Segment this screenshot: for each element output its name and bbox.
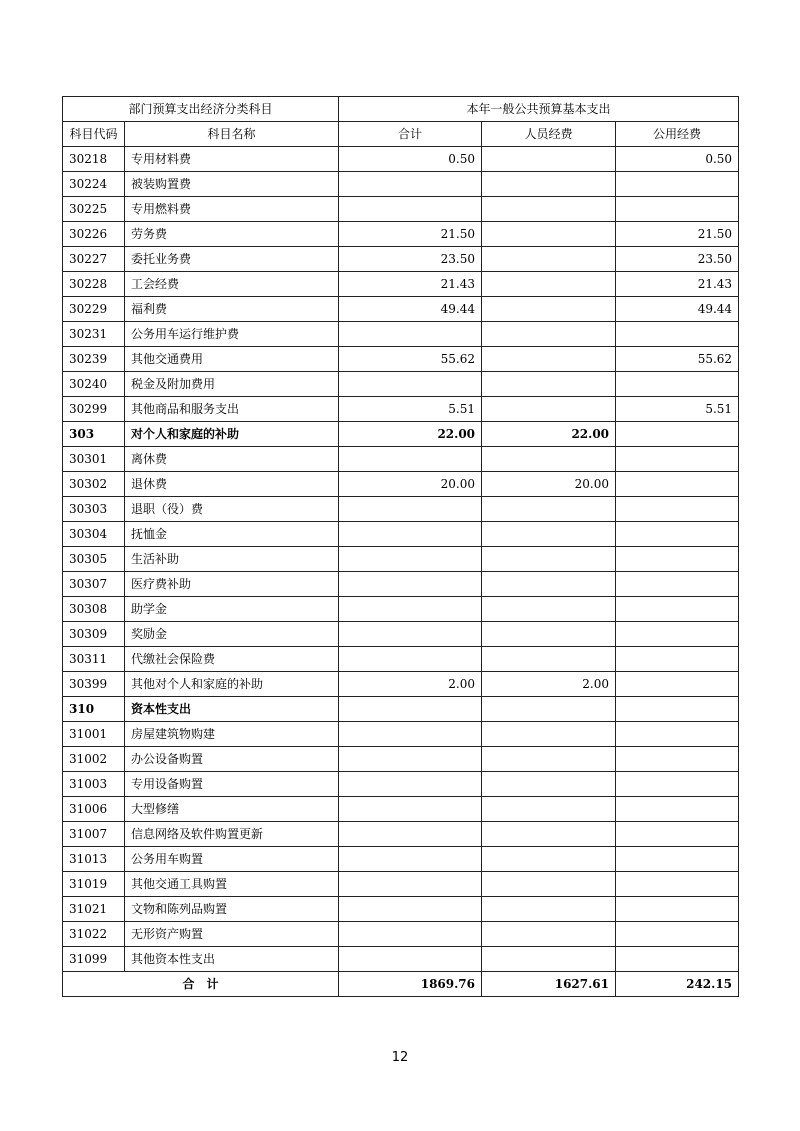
row-personnel-cell bbox=[482, 872, 616, 897]
col-total-header: 合计 bbox=[339, 122, 482, 147]
col-public-header: 公用经费 bbox=[616, 122, 739, 147]
row-code-cell: 310 bbox=[63, 697, 125, 722]
row-total-cell bbox=[339, 622, 482, 647]
row-public-cell bbox=[616, 497, 739, 522]
row-public-cell bbox=[616, 597, 739, 622]
row-total-cell bbox=[339, 897, 482, 922]
row-public-cell: 0.50 bbox=[616, 147, 739, 172]
row-public-cell bbox=[616, 722, 739, 747]
row-code-cell: 30309 bbox=[63, 622, 125, 647]
row-code-cell: 30303 bbox=[63, 497, 125, 522]
row-total-cell: 2.00 bbox=[339, 672, 482, 697]
row-personnel-cell bbox=[482, 147, 616, 172]
row-code-cell: 31022 bbox=[63, 922, 125, 947]
row-name-cell: 退职（役）费 bbox=[125, 497, 339, 522]
total-sum: 1869.76 bbox=[339, 972, 482, 997]
row-public-cell bbox=[616, 647, 739, 672]
column-header-row bbox=[63, 122, 739, 147]
row-name-cell: 委托业务费 bbox=[125, 247, 339, 272]
table-row bbox=[63, 497, 739, 522]
row-code-cell: 30302 bbox=[63, 472, 125, 497]
row-code-cell: 30239 bbox=[63, 347, 125, 372]
row-personnel-cell bbox=[482, 322, 616, 347]
page-number: 12 bbox=[391, 1050, 409, 1065]
row-name-cell: 其他交通工具购置 bbox=[125, 872, 339, 897]
table-row bbox=[63, 772, 739, 797]
row-public-cell bbox=[616, 197, 739, 222]
table-row bbox=[63, 397, 739, 422]
row-code-cell: 30228 bbox=[63, 272, 125, 297]
table-row bbox=[63, 622, 739, 647]
row-total-cell: 55.62 bbox=[339, 347, 482, 372]
row-personnel-cell bbox=[482, 922, 616, 947]
table-row bbox=[63, 697, 739, 722]
row-name-cell: 其他交通费用 bbox=[125, 347, 339, 372]
table-row bbox=[63, 322, 739, 347]
row-public-cell bbox=[616, 747, 739, 772]
row-personnel-cell bbox=[482, 297, 616, 322]
row-total-cell bbox=[339, 547, 482, 572]
row-public-cell bbox=[616, 897, 739, 922]
col-name-header: 科目名称 bbox=[125, 122, 339, 147]
table-row bbox=[63, 197, 739, 222]
row-code-cell: 30227 bbox=[63, 247, 125, 272]
row-total-cell bbox=[339, 847, 482, 872]
row-total-cell: 49.44 bbox=[339, 297, 482, 322]
table-row bbox=[63, 447, 739, 472]
total-label: 合 计 bbox=[63, 972, 339, 997]
row-public-cell: 5.51 bbox=[616, 397, 739, 422]
row-total-cell bbox=[339, 772, 482, 797]
row-code-cell: 30308 bbox=[63, 597, 125, 622]
col-code-header: 科目代码 bbox=[63, 122, 125, 147]
row-personnel-cell bbox=[482, 247, 616, 272]
row-personnel-cell bbox=[482, 697, 616, 722]
row-public-cell bbox=[616, 172, 739, 197]
row-personnel-cell bbox=[482, 797, 616, 822]
row-name-cell: 其他对个人和家庭的补助 bbox=[125, 672, 339, 697]
row-code-cell: 31099 bbox=[63, 947, 125, 972]
row-code-cell: 30240 bbox=[63, 372, 125, 397]
row-public-cell bbox=[616, 572, 739, 597]
row-personnel-cell bbox=[482, 547, 616, 572]
row-name-cell: 医疗费补助 bbox=[125, 572, 339, 597]
row-total-cell bbox=[339, 872, 482, 897]
row-name-cell: 房屋建筑物购建 bbox=[125, 722, 339, 747]
row-code-cell: 30304 bbox=[63, 522, 125, 547]
row-public-cell bbox=[616, 422, 739, 447]
row-code-cell: 303 bbox=[63, 422, 125, 447]
table-row bbox=[63, 822, 739, 847]
row-total-cell bbox=[339, 447, 482, 472]
row-name-cell: 公务用车购置 bbox=[125, 847, 339, 872]
row-personnel-cell bbox=[482, 522, 616, 547]
table-row bbox=[63, 872, 739, 897]
row-name-cell: 福利费 bbox=[125, 297, 339, 322]
table-row bbox=[63, 272, 739, 297]
row-code-cell: 31002 bbox=[63, 747, 125, 772]
row-name-cell: 被装购置费 bbox=[125, 172, 339, 197]
row-name-cell: 文物和陈列品购置 bbox=[125, 897, 339, 922]
row-total-cell: 21.43 bbox=[339, 272, 482, 297]
row-total-cell bbox=[339, 597, 482, 622]
group-left-header: 部门预算支出经济分类科目 bbox=[63, 97, 339, 122]
row-personnel-cell: 2.00 bbox=[482, 672, 616, 697]
row-name-cell: 专用燃料费 bbox=[125, 197, 339, 222]
col-personnel-header: 人员经费 bbox=[482, 122, 616, 147]
group-header-row bbox=[63, 97, 739, 122]
table-row bbox=[63, 947, 739, 972]
row-code-cell: 30218 bbox=[63, 147, 125, 172]
row-total-cell: 22.00 bbox=[339, 422, 482, 447]
row-code-cell: 30307 bbox=[63, 572, 125, 597]
row-personnel-cell bbox=[482, 497, 616, 522]
row-code-cell: 30226 bbox=[63, 222, 125, 247]
table-row bbox=[63, 797, 739, 822]
table-row bbox=[63, 547, 739, 572]
table-row bbox=[63, 222, 739, 247]
row-personnel-cell: 20.00 bbox=[482, 472, 616, 497]
table-row bbox=[63, 297, 739, 322]
row-public-cell bbox=[616, 872, 739, 897]
row-public-cell bbox=[616, 797, 739, 822]
row-public-cell bbox=[616, 947, 739, 972]
row-public-cell: 55.62 bbox=[616, 347, 739, 372]
row-code-cell: 31013 bbox=[63, 847, 125, 872]
table-row bbox=[63, 597, 739, 622]
table-row bbox=[63, 347, 739, 372]
row-total-cell bbox=[339, 197, 482, 222]
row-name-cell: 其他商品和服务支出 bbox=[125, 397, 339, 422]
row-total-cell: 21.50 bbox=[339, 222, 482, 247]
row-personnel-cell bbox=[482, 197, 616, 222]
row-name-cell: 大型修缮 bbox=[125, 797, 339, 822]
row-personnel-cell bbox=[482, 747, 616, 772]
row-name-cell: 劳务费 bbox=[125, 222, 339, 247]
row-public-cell bbox=[616, 522, 739, 547]
row-name-cell: 退休费 bbox=[125, 472, 339, 497]
row-name-cell: 生活补助 bbox=[125, 547, 339, 572]
table-row bbox=[63, 672, 739, 697]
row-code-cell: 31019 bbox=[63, 872, 125, 897]
row-public-cell bbox=[616, 772, 739, 797]
table-row bbox=[63, 847, 739, 872]
row-total-cell bbox=[339, 722, 482, 747]
row-code-cell: 30225 bbox=[63, 197, 125, 222]
row-personnel-cell bbox=[482, 572, 616, 597]
row-personnel-cell: 22.00 bbox=[482, 422, 616, 447]
row-personnel-cell bbox=[482, 272, 616, 297]
row-public-cell bbox=[616, 847, 739, 872]
row-personnel-cell bbox=[482, 597, 616, 622]
row-public-cell bbox=[616, 672, 739, 697]
total-personnel: 1627.61 bbox=[482, 972, 616, 997]
table-row bbox=[63, 422, 739, 447]
table-row bbox=[63, 522, 739, 547]
row-personnel-cell bbox=[482, 822, 616, 847]
row-total-cell: 23.50 bbox=[339, 247, 482, 272]
row-public-cell bbox=[616, 922, 739, 947]
table-row bbox=[63, 722, 739, 747]
row-name-cell: 奖励金 bbox=[125, 622, 339, 647]
table-row bbox=[63, 922, 739, 947]
row-public-cell bbox=[616, 822, 739, 847]
row-total-cell bbox=[339, 697, 482, 722]
row-public-cell bbox=[616, 622, 739, 647]
row-total-cell bbox=[339, 522, 482, 547]
row-public-cell: 23.50 bbox=[616, 247, 739, 272]
row-personnel-cell bbox=[482, 222, 616, 247]
row-total-cell: 0.50 bbox=[339, 147, 482, 172]
row-code-cell: 31007 bbox=[63, 822, 125, 847]
row-personnel-cell bbox=[482, 847, 616, 872]
row-public-cell bbox=[616, 447, 739, 472]
row-total-cell bbox=[339, 922, 482, 947]
row-name-cell: 工会经费 bbox=[125, 272, 339, 297]
row-code-cell: 31001 bbox=[63, 722, 125, 747]
row-name-cell: 离休费 bbox=[125, 447, 339, 472]
row-personnel-cell bbox=[482, 647, 616, 672]
row-public-cell: 49.44 bbox=[616, 297, 739, 322]
row-code-cell: 30299 bbox=[63, 397, 125, 422]
row-public-cell bbox=[616, 547, 739, 572]
row-name-cell: 公务用车运行维护费 bbox=[125, 322, 339, 347]
row-code-cell: 30231 bbox=[63, 322, 125, 347]
row-total-cell bbox=[339, 647, 482, 672]
row-total-cell bbox=[339, 797, 482, 822]
row-code-cell: 30224 bbox=[63, 172, 125, 197]
table-row bbox=[63, 472, 739, 497]
row-total-cell bbox=[339, 572, 482, 597]
table-body bbox=[63, 147, 739, 972]
row-code-cell: 31021 bbox=[63, 897, 125, 922]
row-total-cell: 5.51 bbox=[339, 397, 482, 422]
row-name-cell: 代缴社会保险费 bbox=[125, 647, 339, 672]
table-row bbox=[63, 897, 739, 922]
row-total-cell bbox=[339, 947, 482, 972]
row-public-cell bbox=[616, 322, 739, 347]
table-row bbox=[63, 147, 739, 172]
total-public: 242.15 bbox=[616, 972, 739, 997]
total-row bbox=[63, 972, 739, 997]
row-code-cell: 30229 bbox=[63, 297, 125, 322]
row-personnel-cell bbox=[482, 622, 616, 647]
row-name-cell: 专用设备购置 bbox=[125, 772, 339, 797]
group-right-header: 本年一般公共预算基本支出 bbox=[339, 97, 739, 122]
table-row bbox=[63, 172, 739, 197]
row-total-cell bbox=[339, 747, 482, 772]
row-name-cell: 抚恤金 bbox=[125, 522, 339, 547]
row-personnel-cell bbox=[482, 947, 616, 972]
row-personnel-cell bbox=[482, 447, 616, 472]
row-total-cell bbox=[339, 822, 482, 847]
row-public-cell bbox=[616, 472, 739, 497]
table-row bbox=[63, 647, 739, 672]
row-public-cell: 21.43 bbox=[616, 272, 739, 297]
row-personnel-cell bbox=[482, 347, 616, 372]
row-public-cell bbox=[616, 697, 739, 722]
table-row bbox=[63, 747, 739, 772]
row-personnel-cell bbox=[482, 172, 616, 197]
row-name-cell: 无形资产购置 bbox=[125, 922, 339, 947]
row-personnel-cell bbox=[482, 897, 616, 922]
row-personnel-cell bbox=[482, 372, 616, 397]
budget-table bbox=[62, 96, 739, 997]
row-public-cell: 21.50 bbox=[616, 222, 739, 247]
row-code-cell: 30399 bbox=[63, 672, 125, 697]
row-total-cell bbox=[339, 322, 482, 347]
row-code-cell: 30305 bbox=[63, 547, 125, 572]
row-name-cell: 专用材料费 bbox=[125, 147, 339, 172]
row-name-cell: 资本性支出 bbox=[125, 697, 339, 722]
row-name-cell: 税金及附加费用 bbox=[125, 372, 339, 397]
row-name-cell: 其他资本性支出 bbox=[125, 947, 339, 972]
row-public-cell bbox=[616, 372, 739, 397]
row-code-cell: 30311 bbox=[63, 647, 125, 672]
row-personnel-cell bbox=[482, 722, 616, 747]
table-row bbox=[63, 572, 739, 597]
row-personnel-cell bbox=[482, 397, 616, 422]
row-name-cell: 信息网络及软件购置更新 bbox=[125, 822, 339, 847]
row-total-cell bbox=[339, 172, 482, 197]
row-total-cell bbox=[339, 497, 482, 522]
table-row bbox=[63, 247, 739, 272]
row-total-cell bbox=[339, 372, 482, 397]
table-row bbox=[63, 372, 739, 397]
row-name-cell: 办公设备购置 bbox=[125, 747, 339, 772]
row-code-cell: 30301 bbox=[63, 447, 125, 472]
row-personnel-cell bbox=[482, 772, 616, 797]
row-code-cell: 31003 bbox=[63, 772, 125, 797]
row-name-cell: 对个人和家庭的补助 bbox=[125, 422, 339, 447]
row-total-cell: 20.00 bbox=[339, 472, 482, 497]
row-name-cell: 助学金 bbox=[125, 597, 339, 622]
row-code-cell: 31006 bbox=[63, 797, 125, 822]
